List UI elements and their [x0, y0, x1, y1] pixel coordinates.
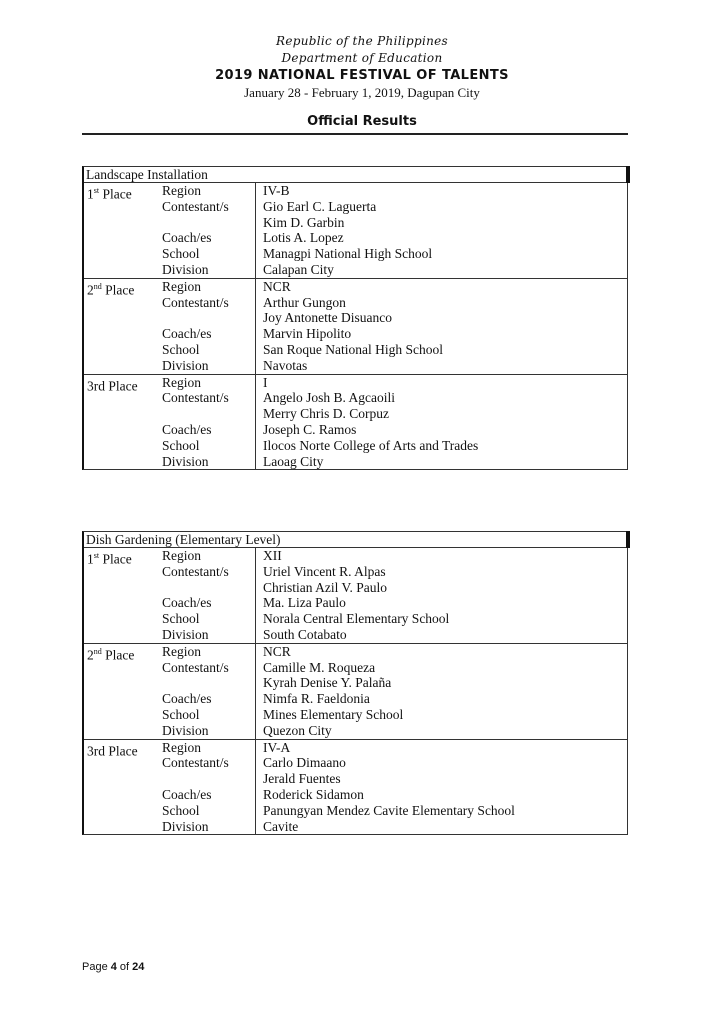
place-label: 2nd Place: [87, 281, 135, 298]
results-table-landscape-installation: [82, 166, 628, 470]
event-dates: January 28 - February 1, 2019, Dagupan City: [244, 85, 480, 100]
field-value: Ma. Liza Paulo: [263, 595, 346, 611]
field-label: Division: [162, 261, 209, 277]
field-label: Contestant/s: [162, 755, 229, 771]
place-block: [84, 375, 627, 470]
republic-line: Republic of the Philippines: [276, 34, 448, 48]
field-label: Region: [162, 739, 201, 755]
field-value: NCR: [263, 278, 291, 294]
field-value: Gio Earl C. Laguerta: [263, 198, 377, 214]
field-label: Contestant/s: [162, 659, 229, 675]
field-value: Uriel Vincent R. Alpas: [263, 563, 386, 579]
field-label: Region: [162, 278, 201, 294]
place-label: 3rd Place: [87, 378, 138, 394]
field-value: Panungyan Mendez Cavite Elementary School: [263, 802, 515, 818]
place-block: [84, 740, 627, 835]
field-value: Managpi National High School: [263, 246, 433, 262]
field-label: Coach/es: [162, 595, 212, 611]
field-value: IV-A: [263, 739, 291, 755]
field-label: [162, 675, 255, 691]
field-label: Coach/es: [162, 421, 212, 437]
field-value: Lotis A. Lopez: [263, 230, 344, 246]
field-label: Region: [162, 374, 201, 390]
field-label: Coach/es: [162, 786, 212, 802]
table-title: Landscape Installation: [84, 167, 627, 183]
place-label: 2nd Place: [87, 646, 135, 663]
field-value: Angelo Josh B. Agcaoili: [263, 390, 395, 406]
field-value: Nimfa R. Faeldonia: [263, 691, 370, 707]
field-value: NCR: [263, 643, 291, 659]
place-block: [84, 644, 627, 740]
field-label: Coach/es: [162, 691, 212, 707]
field-value: Marvin Hipolito: [263, 326, 352, 342]
document-header: [0, 34, 724, 131]
header-divider: [82, 133, 628, 135]
current-page: 4: [110, 961, 117, 973]
field-label: Division: [162, 818, 209, 834]
department-line: Department of Education: [281, 51, 443, 65]
field-value: Kyrah Denise Y. Palaña: [263, 675, 392, 691]
field-value: Roderick Sidamon: [263, 786, 364, 802]
field-value: San Roque National High School: [263, 341, 443, 357]
field-label: [162, 580, 255, 596]
field-value: Norala Central Elementary School: [263, 611, 450, 627]
field-value: Merry Chris D. Corpuz: [263, 406, 389, 422]
field-value: Joy Antonette Disuanco: [263, 310, 392, 326]
place-label: 1st Place: [87, 186, 132, 202]
field-label: Contestant/s: [162, 198, 229, 214]
field-value: Navotas: [263, 357, 308, 373]
field-label: School: [162, 802, 200, 818]
field-value: IV-B: [263, 183, 290, 198]
field-label: Division: [162, 626, 209, 642]
title-bar-marker: [626, 166, 630, 183]
field-value: Mines Elementary School: [263, 706, 404, 722]
field-label: Contestant/s: [162, 294, 229, 310]
results-title: Official Results: [307, 114, 417, 129]
field-value: Calapan City: [263, 261, 334, 277]
field-value: Ilocos Norte College of Arts and Trades: [263, 437, 479, 453]
total-pages: 24: [132, 961, 145, 973]
field-value: Cavite: [263, 818, 299, 834]
place-block: [84, 279, 627, 375]
field-label: [162, 215, 255, 231]
table-title: Dish Gardening (Elementary Level): [84, 532, 627, 548]
page-footer: Page 4 of 24: [82, 961, 145, 973]
field-label: School: [162, 246, 200, 262]
field-label: Region: [162, 643, 201, 659]
event-title: 2019 NATIONAL FESTIVAL OF TALENTS: [215, 68, 509, 83]
field-value: I: [263, 374, 268, 390]
place-block: [84, 183, 627, 279]
field-label: School: [162, 611, 200, 627]
field-value: Christian Azil V. Paulo: [263, 579, 388, 595]
results-table-dish-gardening: [82, 531, 628, 835]
field-label: Division: [162, 722, 209, 738]
title-bar-marker: [626, 531, 630, 548]
field-label: Coach/es: [162, 326, 212, 342]
field-label: Region: [162, 548, 201, 563]
field-value: Laoag City: [263, 453, 324, 469]
field-value: Quezon City: [263, 722, 332, 738]
place-label: 3rd Place: [87, 743, 138, 759]
field-label: [162, 771, 255, 787]
field-label: School: [162, 341, 200, 357]
field-label: Contestant/s: [162, 563, 229, 579]
field-label: Contestant/s: [162, 390, 229, 406]
field-value: Arthur Gungon: [263, 294, 346, 310]
field-value: Jerald Fuentes: [263, 771, 341, 787]
field-value: Camille M. Roqueza: [263, 659, 376, 675]
field-label: Region: [162, 183, 201, 198]
field-label: [162, 310, 255, 326]
field-value: Kim D. Garbin: [263, 214, 345, 230]
field-value: XII: [263, 548, 282, 563]
field-label: Division: [162, 357, 209, 373]
field-value: Carlo Dimaano: [263, 755, 346, 771]
field-label: School: [162, 437, 200, 453]
field-value: South Cotabato: [263, 626, 347, 642]
place-label: 1st Place: [87, 551, 132, 567]
field-value: Joseph C. Ramos: [263, 421, 357, 437]
field-label: Division: [162, 453, 209, 469]
place-block: [84, 548, 627, 644]
field-label: [162, 406, 255, 422]
field-label: Coach/es: [162, 230, 212, 246]
field-label: School: [162, 706, 200, 722]
